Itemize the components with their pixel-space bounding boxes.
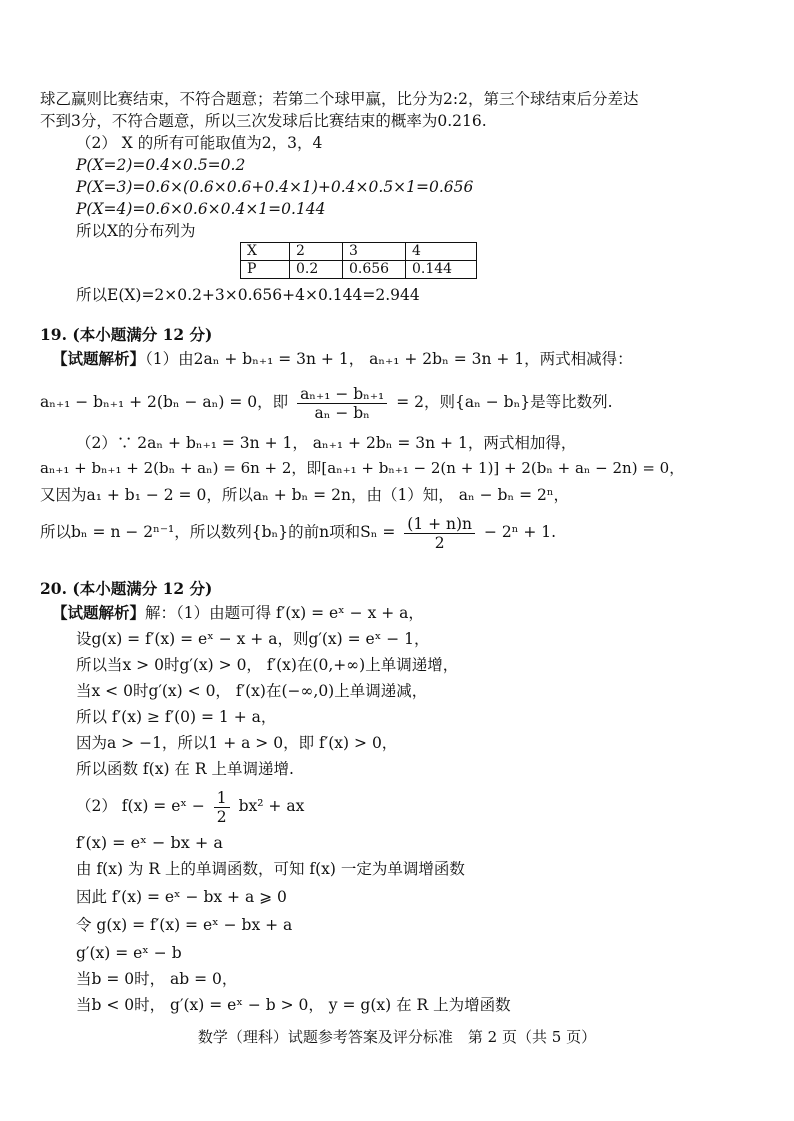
distribution-table [240, 242, 477, 279]
table-row [241, 243, 477, 261]
question-heading: 19. (本小题满分 12 分) [40, 325, 213, 344]
table-cell: P [241, 261, 290, 279]
text-line: （1）由2aₙ + bₙ₊₁ = 3n + 1， aₙ₊₁ + 2bₙ = 3n + 1，两式相减得： [145, 350, 633, 368]
text-line: 由 f(x) 为 R 上的单调函数，可知 f(x) 一定为单调增函数 [76, 860, 465, 878]
page-footer: 数学（理科）试题参考答案及评分标准 第 2 页（共 5 页） [197, 1028, 597, 1046]
table-cell: 2 [290, 243, 343, 261]
text-line: 当x < 0时g′(x) < 0， f′(x)在(−∞,0)上单调递减， [76, 682, 428, 700]
text-line: 所以X的分布列为 [76, 222, 196, 240]
formula-text: bx² + ax [238, 797, 305, 815]
text-line: 令 g(x) = f′(x) = eˣ − bx + a [76, 916, 293, 934]
fraction [404, 515, 475, 552]
text-line: 设g(x) = f′(x) = eˣ − x + a，则g′(x) = eˣ − 1， [76, 630, 430, 648]
text-line: 又因为a₁ + b₁ − 2 = 0，所以aₙ + bₙ = 2n，由（1）知， aₙ − bₙ = 2ⁿ， [40, 486, 570, 504]
formula-line: P(X=4)=0.6×0.6×0.4×1=0.144 [76, 200, 326, 218]
fraction-denominator: 2 [434, 533, 445, 552]
text-line: 因此 f′(x) = eˣ − bx + a ⩾ 0 [76, 888, 287, 906]
text-line: （2）∵ 2aₙ + bₙ₊₁ = 3n + 1， aₙ₊₁ + 2bₙ = 3n + 1，两式相加得， [76, 434, 577, 452]
formula-line: P(X=2)=0.4×0.5=0.2 [76, 156, 246, 174]
formula-line: f′(x) = eˣ − bx + a [76, 833, 223, 852]
table-cell: 0.656 [343, 261, 406, 279]
fraction-denominator: 2 [216, 807, 227, 826]
fraction-denominator: aₙ − bₙ [314, 403, 370, 422]
table-cell: 3 [343, 243, 406, 261]
text-line: 解：（1）由题可得 f′(x) = eˣ − x + a， [145, 604, 424, 622]
formula-line: P(X=3)=0.6×(0.6×0.6+0.4×1)+0.4×0.5×1=0.656 [76, 178, 474, 196]
fraction [297, 385, 387, 422]
fraction-numerator: 1 [214, 789, 230, 808]
fraction [214, 789, 230, 826]
fraction-numerator: aₙ₊₁ − bₙ₊₁ [297, 385, 387, 404]
formula-text: （2） f(x) = eˣ − [76, 797, 205, 815]
table-cell: X [241, 243, 290, 261]
solution-tag: 【试题解析】 [52, 349, 146, 368]
question-heading: 20. (本小题满分 12 分) [40, 579, 213, 598]
solution-tag: 【试题解析】 [52, 603, 146, 622]
table-row [241, 261, 477, 279]
text-line: 因为a > −1，所以1 + a > 0，即 f′(x) > 0， [76, 734, 398, 752]
formula-text: aₙ₊₁ − bₙ₊₁ + 2(bₙ − aₙ) = 0，即 [40, 393, 289, 411]
table-cell: 4 [406, 243, 477, 261]
text-line: 当b < 0时， g′(x) = eˣ − b > 0， y = g(x) 在 R 上为增函数 [76, 996, 511, 1014]
text-line: 当b = 0时， ab = 0， [76, 970, 238, 988]
text-line: 所以当x > 0时g′(x) > 0， f′(x)在(0,+∞)上单调递增， [76, 656, 459, 674]
text-line: （2） X 的所有可能取值为2，3，4 [76, 134, 323, 152]
formula-text: = 2，则{aₙ − bₙ}是等比数列. [396, 393, 613, 411]
text-line: 球乙赢则比赛结束，不符合题意；若第二个球甲赢，比分为2:2，第三个球结束后分差达 [40, 90, 639, 108]
table-cell: 0.144 [406, 261, 477, 279]
formula-line: g′(x) = eˣ − b [76, 944, 182, 962]
formula-text: 所以bₙ = n − 2ⁿ⁻¹，所以数列{bₙ}的前n项和Sₙ = [40, 523, 396, 541]
table-cell: 0.2 [290, 261, 343, 279]
text-line: 所以E(X)=2×0.2+3×0.656+4×0.144=2.944 [76, 286, 420, 304]
formula-text: − 2ⁿ + 1. [483, 523, 557, 541]
text-line: 所以 f′(x) ≥ f′(0) = 1 + a， [76, 708, 277, 726]
text-line: 所以函数 f(x) 在 R 上单调递增. [76, 760, 294, 778]
fraction-numerator: (1 + n)n [404, 515, 475, 534]
text-line: 不到3分，不符合题意，所以三次发球后比赛结束的概率为0.216. [40, 112, 487, 130]
formula-line: aₙ₊₁ + bₙ₊₁ + 2(bₙ + aₙ) = 6n + 2，即[aₙ₊₁ + bₙ₊₁ − 2(n + 1)] + 2(bₙ + aₙ − 2n) = 0， [40, 459, 685, 477]
